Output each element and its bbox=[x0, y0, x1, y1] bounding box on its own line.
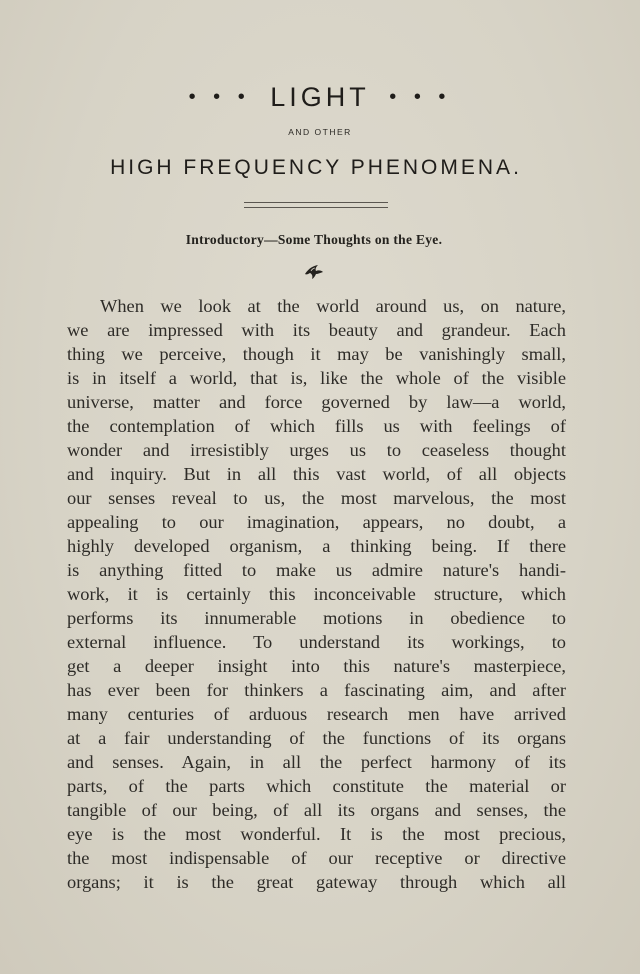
text-line: is in itself a world, that is, like the whole of the visible bbox=[67, 368, 566, 388]
page-subtitle: HIGH FREQUENCY PHENOMENA. bbox=[110, 156, 522, 179]
text-line: parts, of the parts which constitute the material or bbox=[67, 776, 566, 796]
text-line: the contemplation of which fills us with feelings of bbox=[67, 416, 566, 436]
page-title bbox=[0, 82, 640, 113]
text-line: universe, matter and force governed by law—a world, bbox=[67, 392, 566, 412]
text-line: thing we perceive, though it may be vanishingly small, bbox=[67, 344, 566, 364]
text-line: wonder and irresistibly urges us to ceaseless thought bbox=[67, 440, 566, 460]
text-line: the most indispensable of our receptive or directive bbox=[67, 848, 566, 868]
section-heading: Introductory—Some Thoughts on the Eye. bbox=[185, 232, 443, 247]
title-connector: AND OTHER bbox=[288, 127, 352, 137]
text-line: organs; it is the great gateway through which all bbox=[67, 872, 566, 892]
text-line: external influence. To understand its workings, to bbox=[67, 632, 566, 652]
text-line: our senses reveal to us, the most marvelous, the most bbox=[67, 488, 566, 508]
text-line: at a fair understanding of the functions of its organs bbox=[67, 728, 566, 748]
body-paragraph bbox=[67, 294, 566, 894]
text-line: has ever been for thinkers a fascinating aim, and after bbox=[67, 680, 566, 700]
text-line: appealing to our imagination, appears, no doubt, a bbox=[67, 512, 566, 532]
title-word: LIGHT bbox=[270, 82, 370, 112]
text-line: get a deeper insight into this nature's masterpiece, bbox=[67, 656, 566, 676]
title-dots-right: • • • bbox=[389, 86, 452, 108]
text-line: and inquiry. But in all this vast world, of all objects bbox=[67, 464, 566, 484]
text-line: and senses. Again, in all the perfect harmony of its bbox=[67, 752, 566, 772]
double-rule-divider bbox=[244, 202, 388, 208]
text-line: work, it is certainly this inconceivable structure, which bbox=[67, 584, 566, 604]
text-line: performs its innumerable motions in obedience to bbox=[67, 608, 566, 628]
text-line: highly developed organism, a thinking being. If there bbox=[67, 536, 566, 556]
text-line: When we look at the world around us, on nature, bbox=[100, 296, 566, 316]
text-line: we are impressed with its beauty and grandeur. Each bbox=[67, 320, 566, 340]
text-line: is anything fitted to make us admire nature's handi- bbox=[67, 560, 566, 580]
text-line: many centuries of arduous research men have arrived bbox=[67, 704, 566, 724]
text-line: eye is the most wonderful. It is the most precious, bbox=[67, 824, 566, 844]
title-dots-left: • • • bbox=[188, 86, 251, 108]
text-line: tangible of our being, of all its organs and senses, the bbox=[67, 800, 566, 820]
fleuron-icon bbox=[303, 262, 325, 280]
